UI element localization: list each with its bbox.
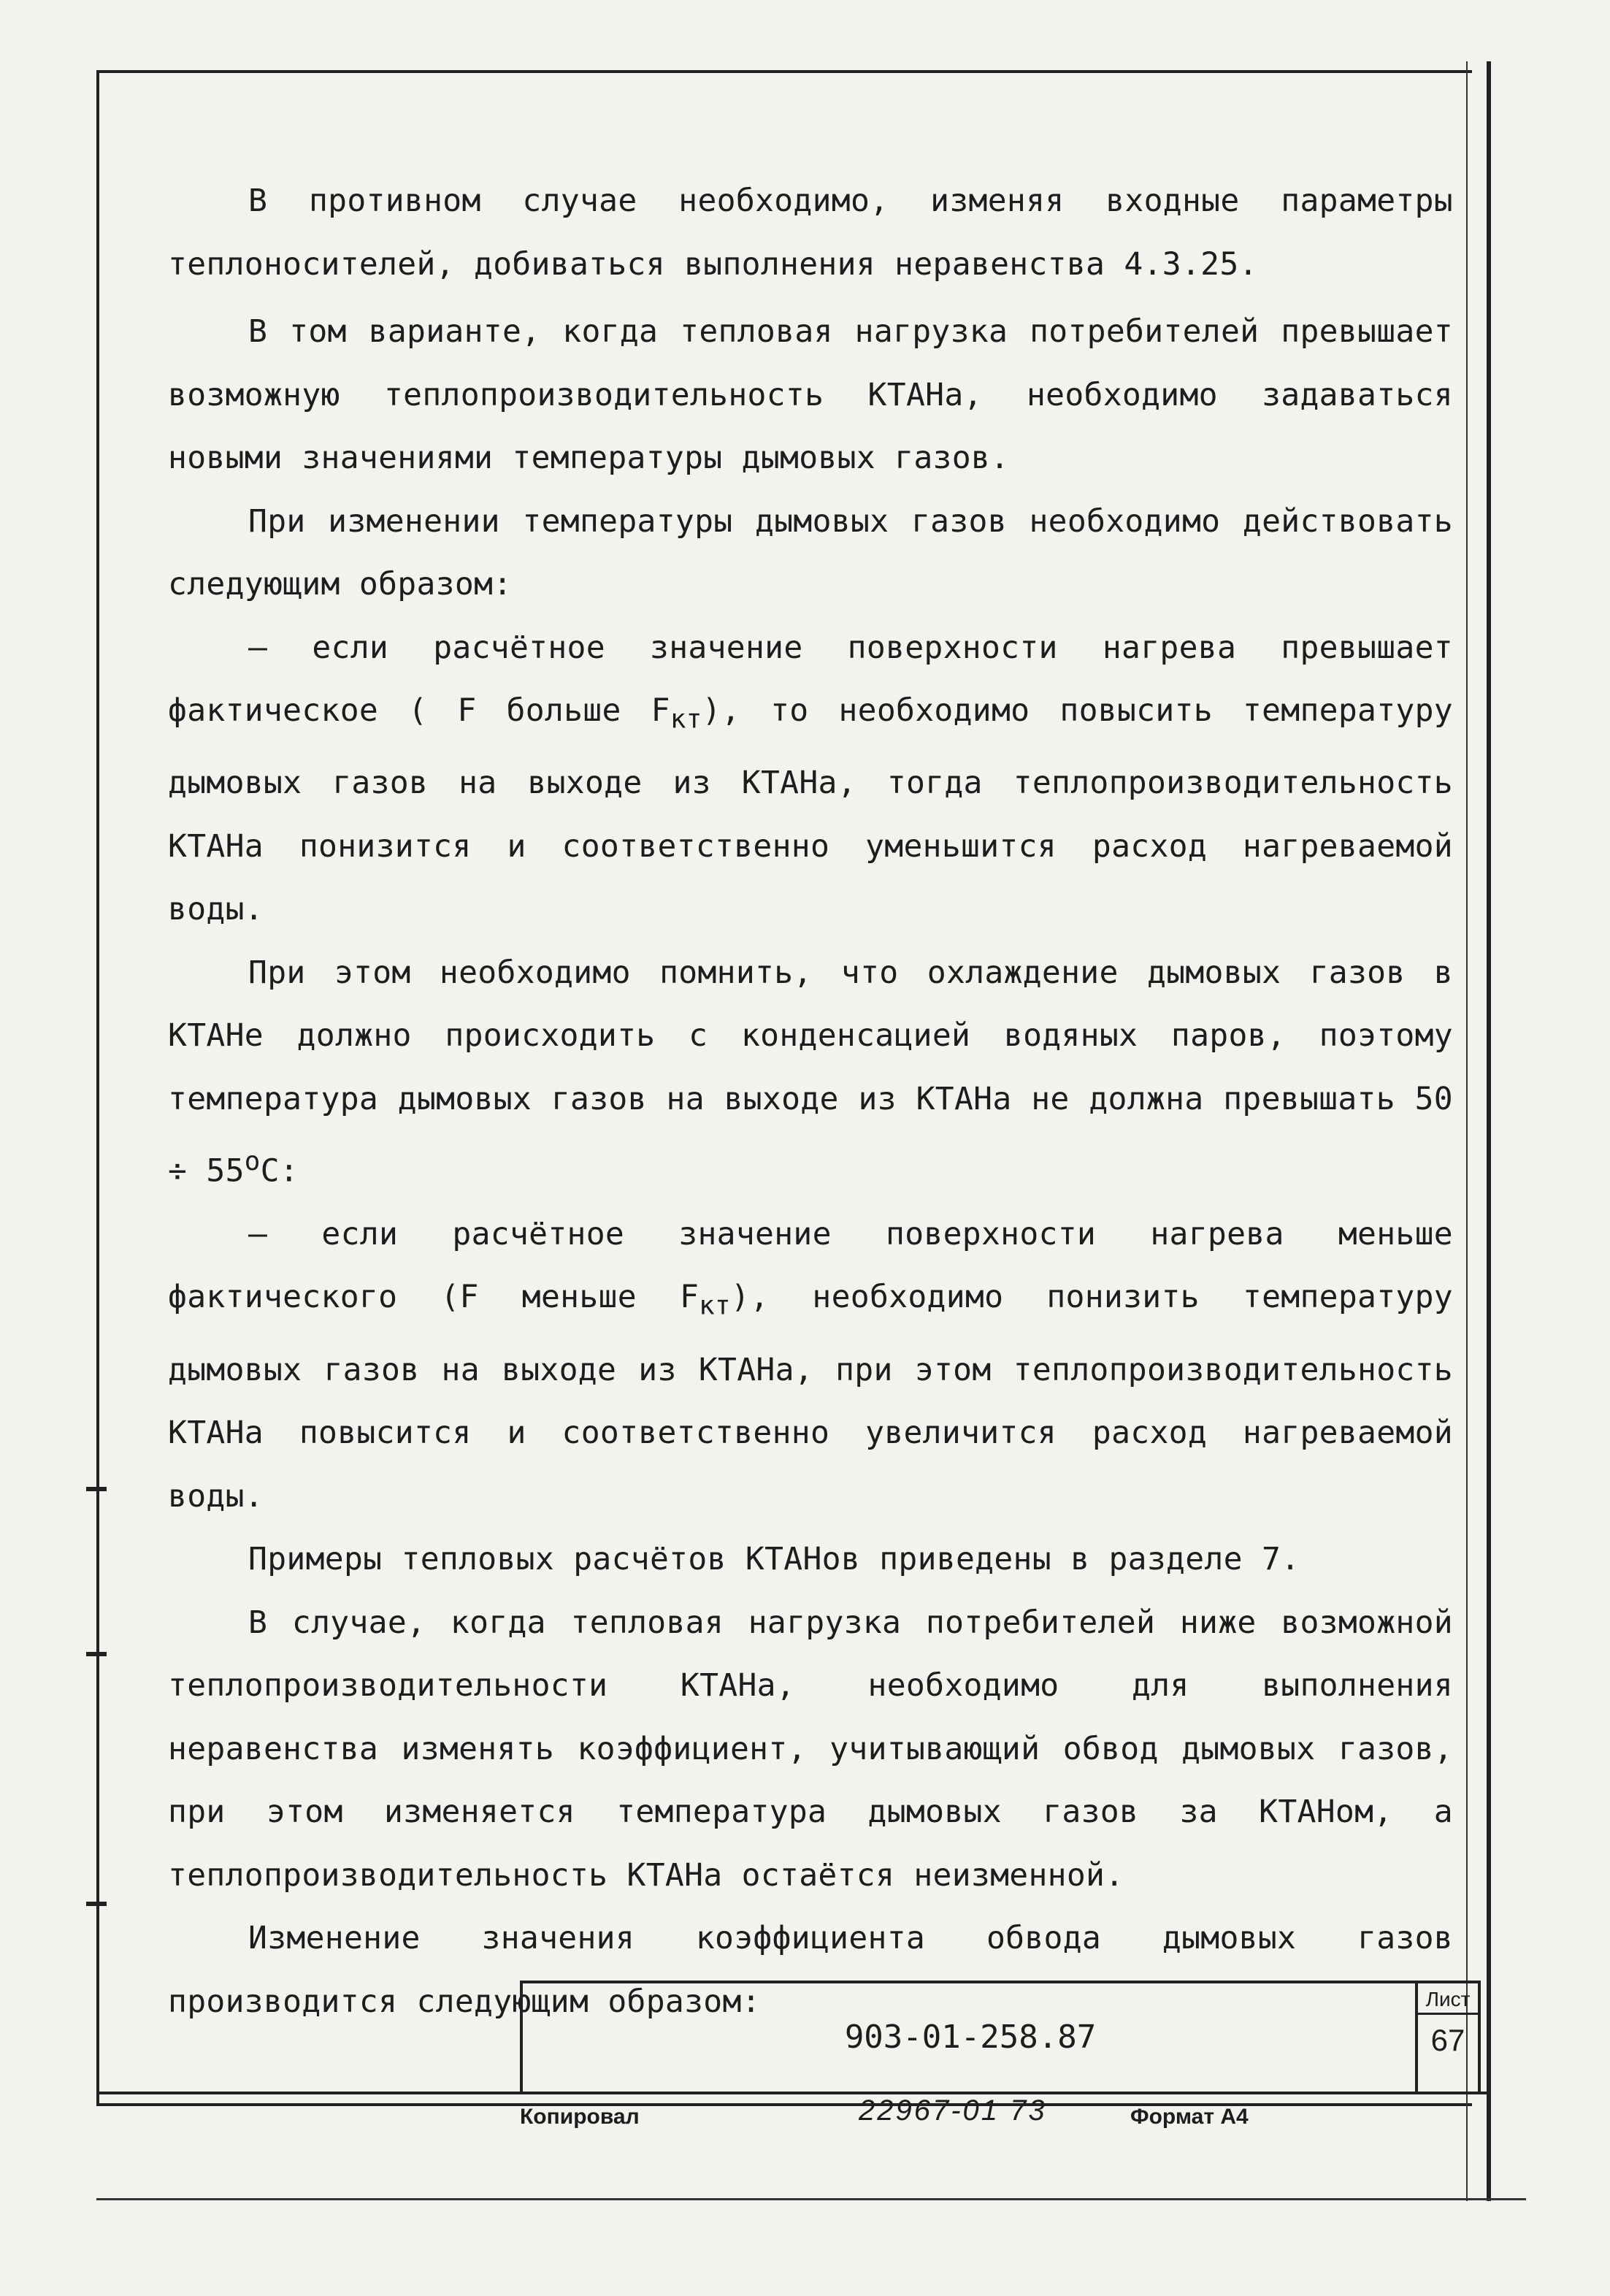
stamp-number: 22967-01 73 [859, 2094, 1047, 2127]
sheet-box [1415, 1981, 1481, 2092]
paragraph-part: необходимо понизить температуру дымовых газов на выходе из КТАНа, при этом теплопроизводительность КТАНа повысится и соответственно увеличится расход нагреваемой воды. [168, 1279, 1453, 1515]
paragraph: В случае, когда тепловая нагрузка потребителей ниже возможной теплопроизводительности КТАНа, необходимо для выполнения неравенства изменять коэффициент, учитывающий обвод дымовых газов, при этом изменяется температура дымовых газов за КТАНом, а теплопроизводительность КТАНа остаётся неизменной. [168, 1604, 1453, 1894]
binding-mark [86, 1487, 107, 1491]
paragraph [168, 941, 1453, 1203]
paragraph: Изменение значения коэффициента обвода дымовых газов производится следующим образом: [168, 1920, 1453, 2020]
paragraph-part: С: [260, 1152, 299, 1190]
degree-sign: o [244, 1147, 261, 1177]
paragraph: В противном случае необходимо, изменяя входные параметры теплоносителей, добиваться выполнения неравенства 4.3.25. [168, 183, 1453, 283]
paragraph [168, 1203, 1453, 1528]
paragraph-part: — если расчётное значение поверхности нагрева превышает фактическое ( F больше F [168, 629, 1453, 729]
sheet-label: Лист [1418, 1986, 1478, 2015]
document-code: 903-01-258.87 [844, 2018, 1097, 2056]
copied-label: Копировал [520, 2105, 640, 2129]
format-label: Формат А4 [1130, 2105, 1249, 2129]
paragraph [168, 616, 1453, 941]
paragraph: В том варианте, когда тепловая нагрузка потребителей превышает возможную теплопроизводительность КТАНа, необходимо задаваться новыми значениями температуры дымовых газов. [168, 313, 1453, 476]
body-text [168, 169, 1453, 2033]
paragraph-part: то необходимо повысить температуру дымовых газов на выходе из КТАНа, тогда теплопроизводительность КТАНа понизится и соответственно уменьшится расход нагреваемой воды. [168, 692, 1453, 928]
paragraph-part: При этом необходимо помнить, что охлаждение дымовых газов в КТАНе должно происходить с конденсацией водяных паров, поэтому температура дымовых газов на выходе из КТАНа не должна превышать 50 ÷ 55 [168, 954, 1453, 1190]
title-block [520, 1981, 1418, 2094]
binding-mark [86, 1652, 107, 1656]
frame-right-thick-line [1487, 61, 1491, 2201]
sheet-number: 67 [1430, 2023, 1465, 2057]
subscript-kt: кт [670, 704, 702, 735]
paragraph: Примеры тепловых расчётов КТАНов приведены в разделе 7. [248, 1541, 1300, 1578]
paragraph-part: — если расчётное значение поверхности нагрева меньше фактического (F меньше F [168, 1215, 1453, 1316]
close-paren: ), [702, 692, 741, 729]
frame-right-line [1466, 61, 1468, 2201]
trim-line [96, 2198, 1526, 2200]
subscript-kt: кт [699, 1291, 731, 1322]
binding-mark [86, 1902, 107, 1906]
close-paren: ), [730, 1279, 770, 1316]
paragraph: При изменении температуры дымовых газов необходимо действовать следующим образом: [168, 502, 1453, 602]
